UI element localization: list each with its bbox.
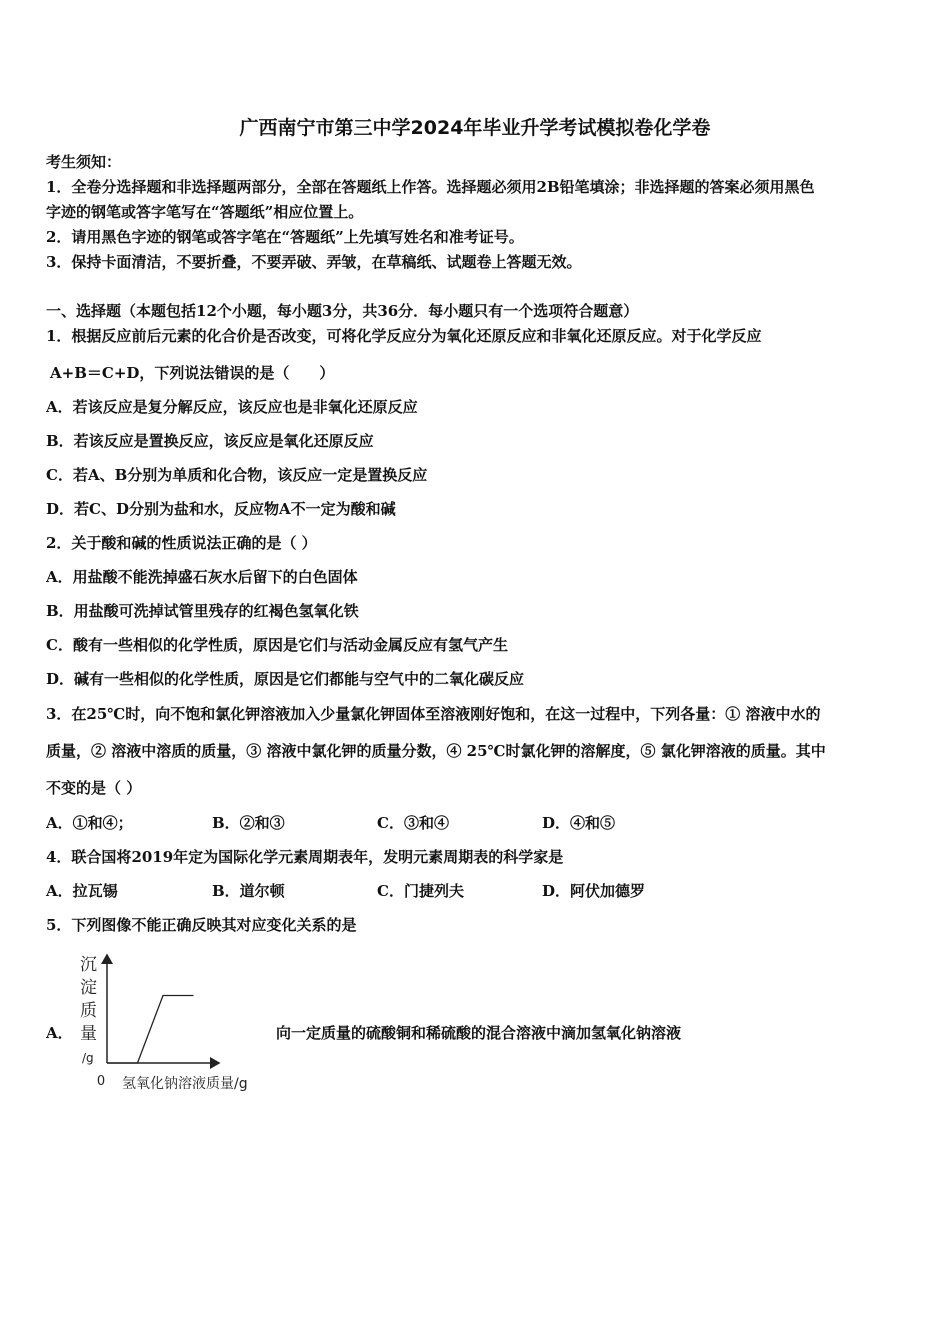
- y-axis-label-char: /g: [82, 1051, 94, 1065]
- q4-option-c: C．门捷列夫: [377, 882, 464, 900]
- q2-option-b: B．用盐酸可洗掉试管里残存的红褐色氢氧化铁: [46, 602, 359, 620]
- q1-option-b: B．若该反应是置换反应，该反应是氧化还原反应: [46, 432, 374, 450]
- q5-option-a-label: A．: [46, 1024, 73, 1042]
- q3-option-c: C．③和④: [377, 814, 449, 832]
- q4-option-a: A．拉瓦锡: [46, 882, 118, 900]
- q2-option-a: A．用盐酸不能洗掉盛石灰水后留下的白色固体: [46, 568, 358, 586]
- q4-option-b: B．道尔顿: [212, 882, 285, 900]
- exam-title: 广西南宁市第三中学2024年毕业升学考试模拟卷化学卷: [239, 117, 711, 139]
- notice-item: 字迹的钢笔或答字笔写在“答题纸”相应位置上。: [46, 203, 364, 221]
- q2-option-d: D．碱有一些相似的化学性质，原因是它们都能与空气中的二氧化碳反应: [46, 670, 525, 688]
- q1-option-a: A．若该反应是复分解反应，该反应也是非氧化还原反应: [46, 398, 418, 416]
- q1-option-d: D．若C、D分别为盐和水，反应物A不一定为酸和碱: [46, 500, 396, 518]
- origin-label: 0: [96, 1074, 106, 1089]
- q5-option-a-description: 向一定质量的硫酸铜和稀硫酸的混合溶液中滴加氢氧化钠溶液: [276, 1024, 682, 1042]
- q1-option-c: C．若A、B分别为单质和化合物，该反应一定是置换反应: [46, 466, 428, 484]
- q2-stem: 2．关于酸和碱的性质说法正确的是（ ）: [46, 534, 317, 552]
- q5-stem: 5．下列图像不能正确反映其对应变化关系的是: [46, 916, 357, 934]
- notice-item: 2．请用黑色字迹的钢笔或答字笔在“答题纸”上先填写姓名和准考证号。: [46, 228, 524, 246]
- y-axis-label-char: 量: [80, 1024, 97, 1044]
- notice-heading: 考生须知：: [46, 153, 122, 171]
- q4-stem: 4．联合国将2019年定为国际化学元素周期表年，发明元素周期表的科学家是: [46, 848, 564, 866]
- q1-stem: A+B＝C+D，下列说法错误的是（ ）: [50, 364, 335, 382]
- y-axis-label-char: 质: [80, 1001, 97, 1021]
- q2-option-c: C．酸有一些相似的化学性质，原因是它们与活动金属反应有氢气产生: [46, 636, 508, 654]
- y-axis-label-char: 淀: [80, 978, 97, 998]
- q4-option-d: D．阿伏加德罗: [542, 882, 646, 900]
- q3-stem: 质量，② 溶液中溶质的质量，③ 溶液中氯化钾的质量分数，④ 25℃时氯化钾的溶解度，⑤ 氯化钾溶液的质量。其中: [46, 742, 826, 760]
- notice-item: 3．保持卡面清洁，不要折叠，不要弄破、弄皱，在草稿纸、试题卷上答题无效。: [46, 253, 582, 271]
- q1-stem: 1．根据反应前后元素的化合价是否改变，可将化学反应分为氧化还原反应和非氧化还原反应。对于化学反应: [46, 327, 762, 345]
- q3-stem: 不变的是（ ）: [46, 779, 142, 797]
- series-line: [107, 996, 194, 1064]
- x-axis-label: 氢氧化钠溶液质量/g: [122, 1076, 248, 1092]
- precipitation-chart: [74, 950, 284, 1095]
- y-axis-label-char: 沉: [80, 955, 97, 975]
- q3-option-a: A．①和④；: [46, 814, 133, 832]
- section-heading: 一、选择题（本题包括12个小题，每小题3分，共36分．每小题只有一个选项符合题意）: [46, 302, 639, 320]
- q3-stem: 3．在25℃时，向不饱和氯化钾溶液加入少量氯化钾固体至溶液刚好饱和，在这一过程中，下列各量：① 溶液中水的: [46, 705, 821, 723]
- q3-option-d: D．④和⑤: [542, 814, 616, 832]
- notice-item: 1．全卷分选择题和非选择题两部分，全部在答题纸上作答。选择题必须用2B铅笔填涂；非选择题的答案必须用黑色: [46, 178, 815, 196]
- q3-option-b: B．②和③: [212, 814, 285, 832]
